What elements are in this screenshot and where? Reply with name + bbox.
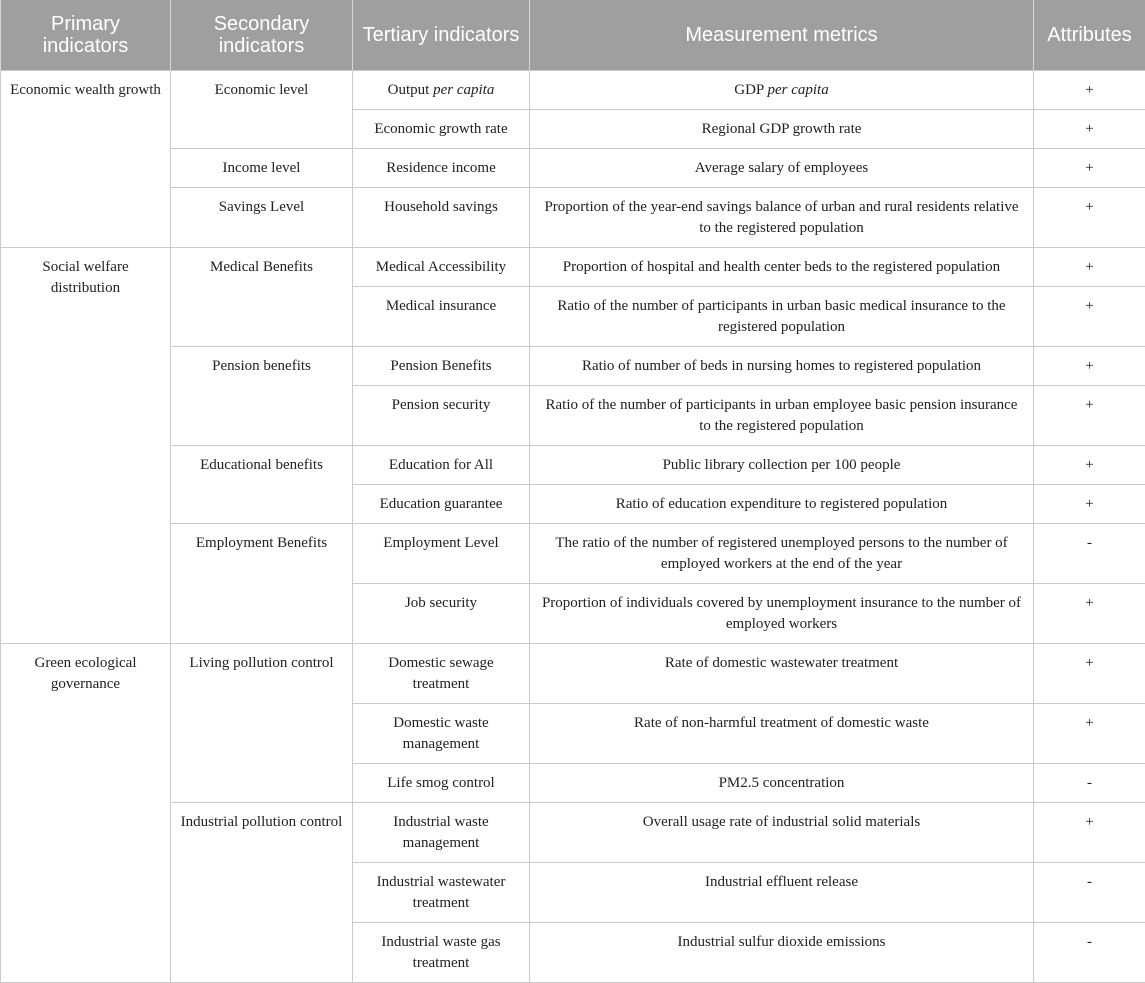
table-row (1, 346, 1145, 385)
attribute-cell: + (1034, 445, 1145, 484)
tertiary-cell: Pension security (353, 385, 530, 445)
tertiary-cell: Medical Accessibility (353, 247, 530, 286)
table-row (1, 247, 1145, 286)
attribute-cell: + (1034, 583, 1145, 643)
secondary-cell: Savings Level (171, 187, 353, 247)
primary-cell: Green ecological governance (1, 643, 171, 982)
tertiary-cell: Domestic sewage treatment (353, 643, 530, 703)
attribute-cell: - (1034, 922, 1145, 982)
header-metric: Measurement metrics (530, 0, 1034, 70)
metric-text: GDP (734, 82, 763, 98)
metric-cell: Overall usage rate of industrial solid materials (530, 802, 1034, 862)
tertiary-cell: Domestic waste management (353, 703, 530, 763)
header-tertiary: Tertiary indicators (353, 0, 530, 70)
attribute-cell: + (1034, 802, 1145, 862)
tertiary-cell: Education for All (353, 445, 530, 484)
secondary-cell: Employment Benefits (171, 523, 353, 643)
metric-cell: Rate of domestic wastewater treatment (530, 643, 1034, 703)
table-row (1, 445, 1145, 484)
metric-cell: Proportion of individuals covered by unemployment insurance to the number of employed workers (530, 583, 1034, 643)
tertiary-cell: Industrial wastewater treatment (353, 862, 530, 922)
tertiary-cell: Economic growth rate (353, 109, 530, 148)
header-primary: Primary indicators (1, 0, 171, 70)
table-row (1, 802, 1145, 862)
metric-cell: Rate of non-harmful treatment of domestic waste (530, 703, 1034, 763)
tertiary-cell: Life smog control (353, 763, 530, 802)
table-row (1, 523, 1145, 583)
tertiary-text: Output (388, 82, 430, 98)
metric-cell: Ratio of education expenditure to registered population (530, 484, 1034, 523)
tertiary-cell: Pension Benefits (353, 346, 530, 385)
metric-cell: Average salary of employees (530, 148, 1034, 187)
attribute-cell: + (1034, 286, 1145, 346)
secondary-cell: Industrial pollution control (171, 802, 353, 982)
attribute-cell: + (1034, 148, 1145, 187)
tertiary-italic-text: per capita (433, 82, 494, 98)
tertiary-cell (353, 70, 530, 109)
metric-cell: PM2.5 concentration (530, 763, 1034, 802)
table-row (1, 643, 1145, 703)
secondary-cell: Economic level (171, 70, 353, 148)
metric-cell: Ratio of the number of participants in urban basic medical insurance to the registered population (530, 286, 1034, 346)
attribute-cell: + (1034, 187, 1145, 247)
metric-cell: Proportion of the year-end savings balance of urban and rural residents relative to the registered population (530, 187, 1034, 247)
header-secondary: Secondary indicators (171, 0, 353, 70)
primary-cell: Social welfare distribution (1, 247, 171, 643)
secondary-cell: Pension benefits (171, 346, 353, 445)
table-row (1, 70, 1145, 109)
tertiary-cell: Household savings (353, 187, 530, 247)
attribute-cell: + (1034, 643, 1145, 703)
metric-cell: Ratio of number of beds in nursing homes to registered population (530, 346, 1034, 385)
attribute-cell: + (1034, 70, 1145, 109)
metric-cell: Industrial sulfur dioxide emissions (530, 922, 1034, 982)
attribute-cell: + (1034, 385, 1145, 445)
attribute-cell: - (1034, 763, 1145, 802)
metric-cell: Public library collection per 100 people (530, 445, 1034, 484)
attribute-cell: + (1034, 109, 1145, 148)
header-row (1, 0, 1145, 70)
secondary-cell: Living pollution control (171, 643, 353, 802)
secondary-cell: Educational benefits (171, 445, 353, 523)
attribute-cell: - (1034, 862, 1145, 922)
secondary-cell: Income level (171, 148, 353, 187)
tertiary-cell: Industrial waste gas treatment (353, 922, 530, 982)
primary-cell: Economic wealth growth (1, 70, 171, 247)
tertiary-cell: Industrial waste management (353, 802, 530, 862)
tertiary-cell: Residence income (353, 148, 530, 187)
metric-italic-text: per capita (767, 82, 828, 98)
attribute-cell: + (1034, 484, 1145, 523)
metric-cell: The ratio of the number of registered unemployed persons to the number of employed workers at the end of the year (530, 523, 1034, 583)
table-row (1, 187, 1145, 247)
tertiary-cell: Medical insurance (353, 286, 530, 346)
attribute-cell: + (1034, 247, 1145, 286)
tertiary-cell: Job security (353, 583, 530, 643)
tertiary-cell: Employment Level (353, 523, 530, 583)
secondary-cell: Medical Benefits (171, 247, 353, 346)
metric-cell: Ratio of the number of participants in urban employee basic pension insurance to the registered population (530, 385, 1034, 445)
header-attributes: Attributes (1034, 0, 1145, 70)
attribute-cell: - (1034, 523, 1145, 583)
attribute-cell: + (1034, 346, 1145, 385)
metric-cell: Proportion of hospital and health center beds to the registered population (530, 247, 1034, 286)
table-row (1, 148, 1145, 187)
attribute-cell: + (1034, 703, 1145, 763)
metric-cell (530, 70, 1034, 109)
tertiary-cell: Education guarantee (353, 484, 530, 523)
metric-cell: Industrial effluent release (530, 862, 1034, 922)
metric-cell: Regional GDP growth rate (530, 109, 1034, 148)
